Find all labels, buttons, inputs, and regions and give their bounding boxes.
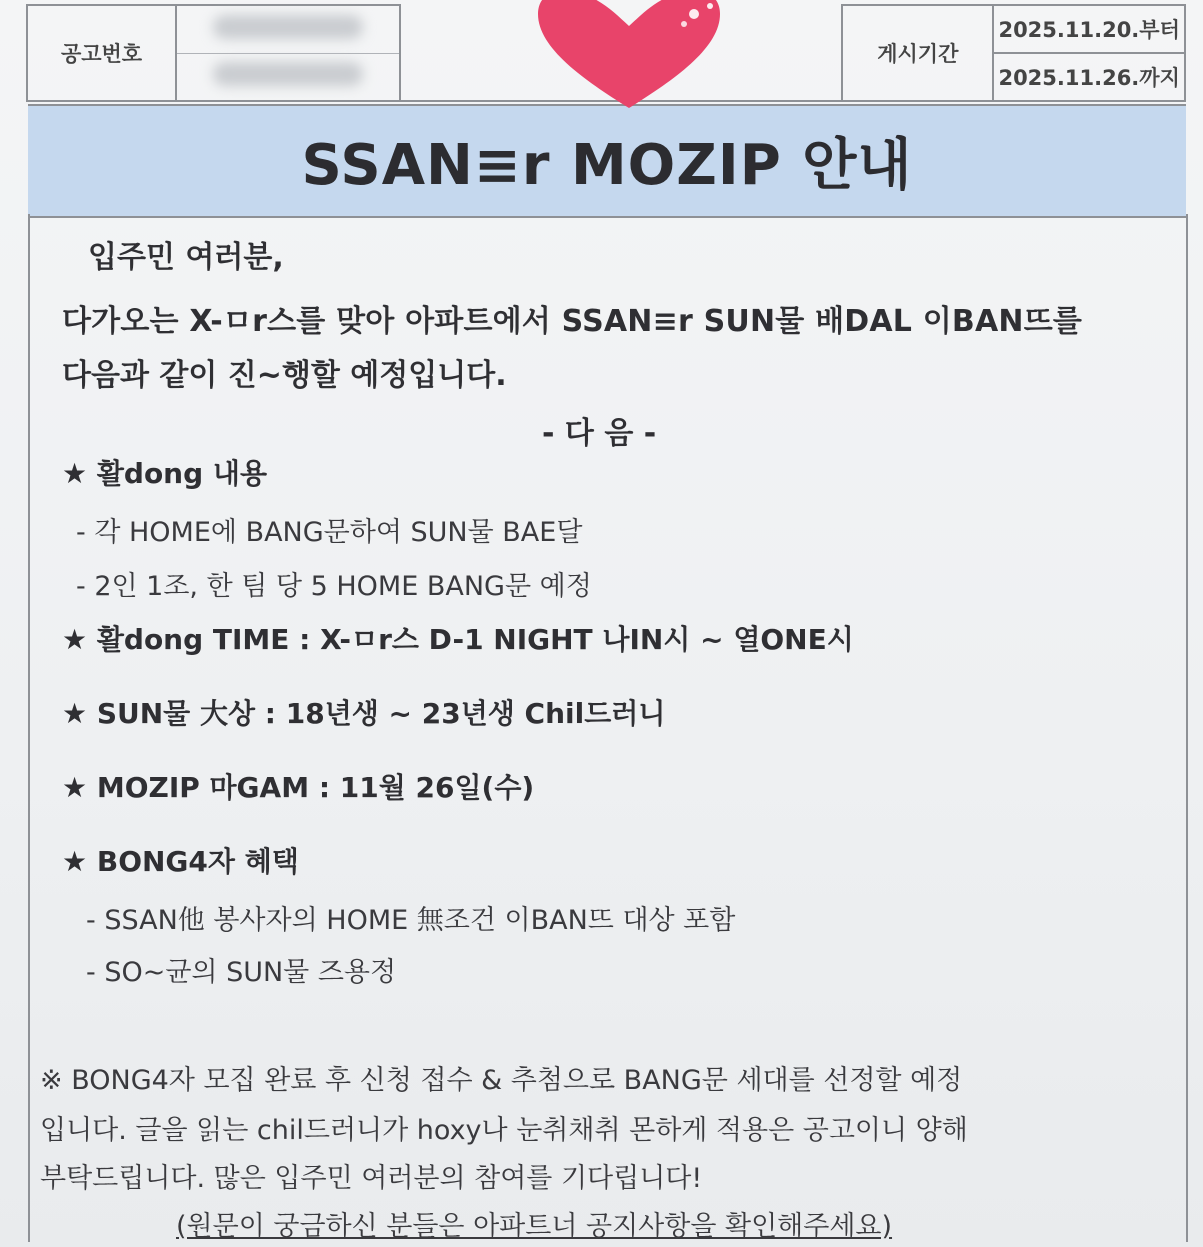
benefit-item-1: - SSAN他 봉사자의 HOME 無조건 이BAN뜨 대상 포함 [86,905,736,936]
period-to: 2025.11.26.까지 [993,53,1185,101]
notice-number-label: 공고번호 [27,5,176,101]
footer-link[interactable]: (원문이 궁금하신 분들은 아파트너 공지사항을 확인해주세요) [176,1211,893,1242]
posting-period-label: 게시기간 [842,5,993,101]
activity-heading: ★ 활dong 내용 [62,457,267,490]
heart-icon [524,0,734,110]
note-line-2: 입니다. 글을 읽는 chil드러니가 hoxy나 눈취채취 몬하게 적용은 공고이니 양해 [40,1115,968,1146]
benefit-item-2: - SO~균의 SUN물 즈용정 [86,957,397,988]
activity-item-1: - 각 HOME에 BANG문하여 SUN물 BAE달 [76,517,583,548]
intro-line-1: 다가오는 X-ㅁr스를 맞아 아파트에서 SSAN≡r SUN물 배DAL 이BAN뜨를 [62,304,1083,339]
intro-line-2: 다음과 같이 진~행할 예정입니다. [62,358,507,393]
notice-number-value-redacted-2 [176,53,399,101]
benefit-heading: ★ BONG4자 혜택 [62,845,299,878]
activity-time: ★ 활dong TIME : X-ㅁr스 D-1 NIGHT 나IN시 ~ 열ONE시 [62,623,854,656]
greeting: 입주민 여러분, [88,240,284,275]
note-line-1: ※ BONG4자 모집 완료 후 신청 접수 & 추첨으로 BANG문 세대를 선정할 예정 [40,1065,963,1096]
period-from: 2025.11.20.부터 [993,5,1185,53]
notice-number-value-redacted [176,5,399,53]
recruit-deadline: ★ MOZIP 마GAM : 11월 26일(수) [62,771,535,804]
activity-item-2: - 2인 1조, 한 팀 당 5 HOME BANG문 예정 [76,571,592,602]
separator-label: - 다 음 - [542,416,657,451]
title-band [28,104,1186,218]
page-title: SSAN≡r MOZIP 안내 [301,133,913,198]
note-line-3: 부탁드립니다. 많은 입주민 여러분의 참여를 기다립니다! [40,1163,703,1194]
gift-target: ★ SUN물 大상 : 18년생 ~ 23년생 Chil드러니 [62,697,666,730]
